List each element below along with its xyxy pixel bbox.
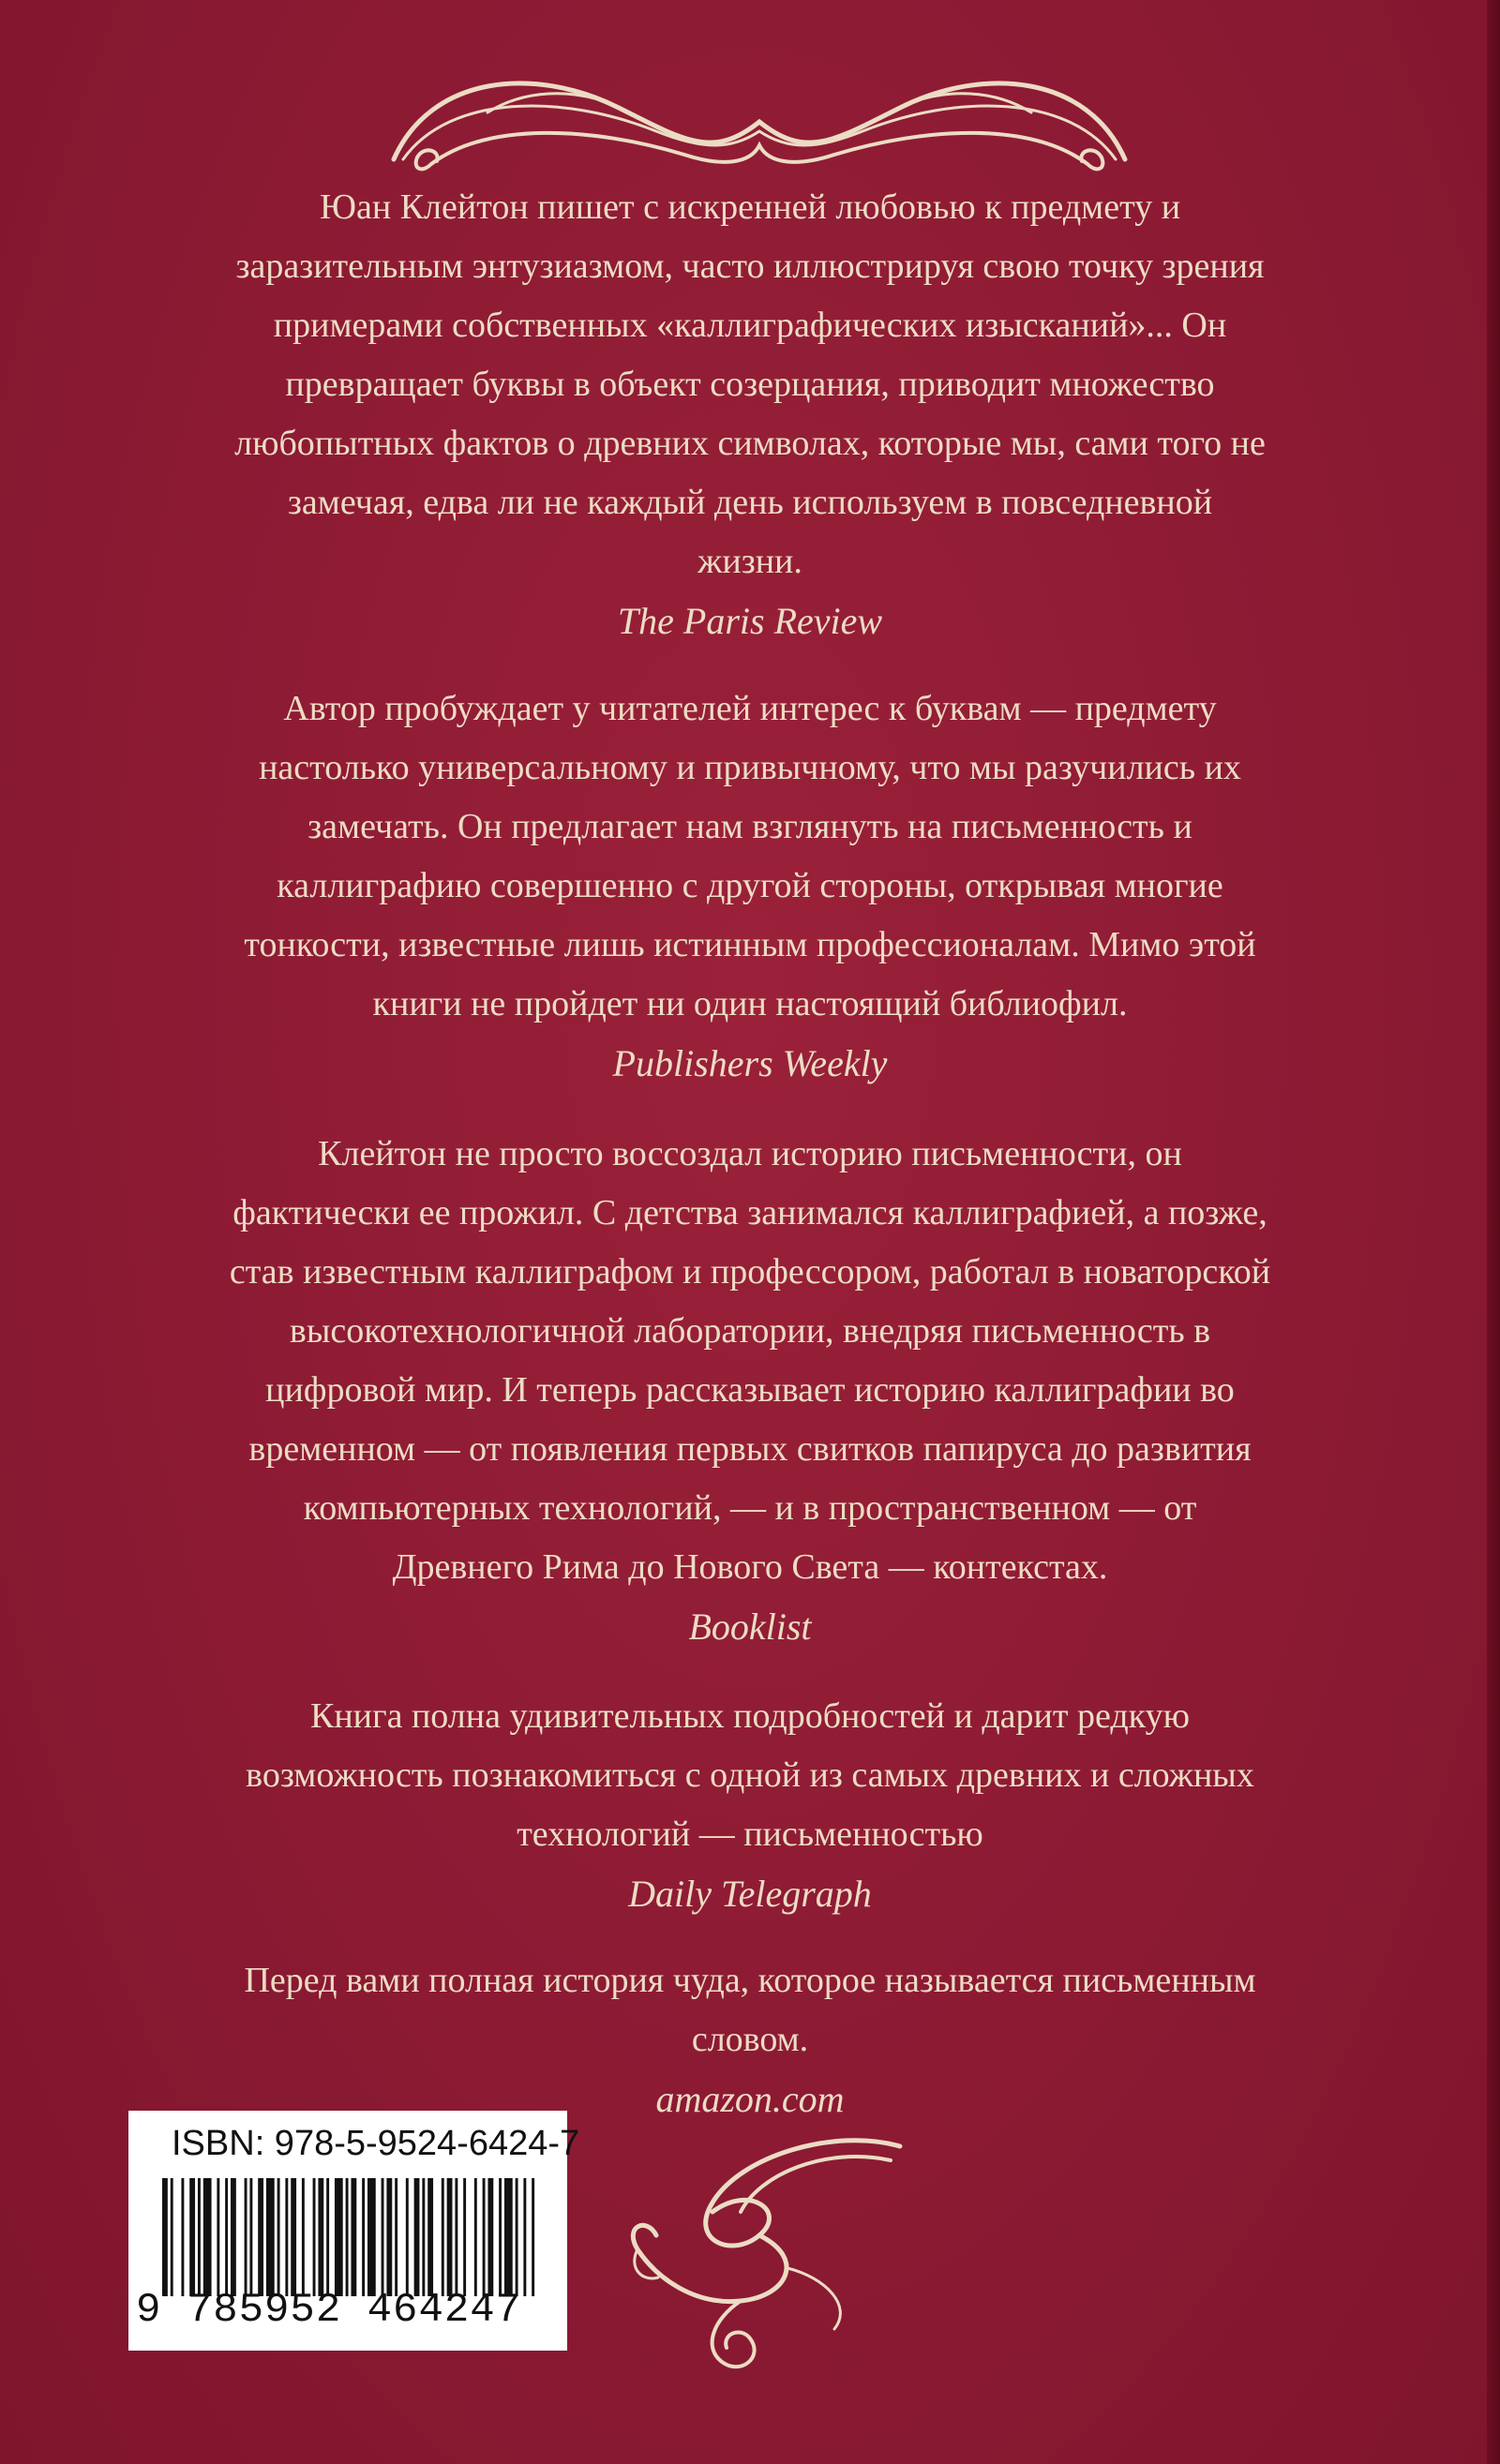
review-text: Клейтон не просто воссоздал историю письменности, он фактически ее прожил. С детства занимался каллиграфией, а позже, став известным каллиграфом и профессором, работал в новаторской высокотехнологичной лаборатории, внедряя письменность в цифровой мир. И теперь рассказывает историю каллиграфии во временном — от появления первых свитков папируса до развития компьютерных технологий, — и в пространственном — от Древнего Рима до Нового Света — контекстах. xyxy=(229,1134,1271,1587)
barcode-digits: 9 785952 464247 xyxy=(136,2287,522,2334)
review-source: Daily Telegraph xyxy=(628,1873,872,1915)
review-block xyxy=(103,178,1397,650)
review-text: Автор пробуждает у читателей интерес к буквам — предмету настолько универсальному и привычному, что мы разучились их замечать. Он предлагает нам взглянуть на письменность и каллиграфию совершенно с другой стороны, открывая многие тонкости, известные лишь истинным профессионалам. Мимо этой книги не пройдет ни один настоящий библиофил. xyxy=(244,689,1256,1023)
cover-edge xyxy=(1487,0,1500,2464)
barcode-icon xyxy=(162,2178,537,2296)
bottom-flourish-icon xyxy=(600,2128,909,2381)
review-source: Booklist xyxy=(688,1605,812,1648)
top-flourish-icon xyxy=(375,56,1144,187)
review-source: Publishers Weekly xyxy=(612,1042,888,1084)
review-text: Книга полна удивительных подробностей и дарит редкую возможность познакомиться с одной из самых древних и сложных технологий — письменностью xyxy=(246,1696,1254,1854)
review-block xyxy=(103,1951,1397,2128)
isbn-barcode xyxy=(128,2111,580,2351)
review-source: The Paris Review xyxy=(617,600,883,642)
review-source: amazon.com xyxy=(655,2078,845,2120)
isbn-label: ISBN: 978-5-9524-6424-7 xyxy=(172,2124,580,2163)
review-block xyxy=(103,679,1397,1093)
review-text: Перед вами полная история чуда, которое называется письменным словом. xyxy=(244,1961,1256,2059)
review-block xyxy=(103,1125,1397,1656)
review-text: Юан Клейтон пишет с искренней любовью к предмету и заразительным энтузиазмом, часто иллюстрируя свою точку зрения примерами собственных «каллиграфических изысканий»... Он превращает буквы в объект созерцания, приводит множество любопытных фактов о древних символах, которые мы, сами того не замечая, едва ли не каждый день используем в повседневной жизни. xyxy=(234,187,1266,581)
review-block xyxy=(103,1687,1397,1923)
